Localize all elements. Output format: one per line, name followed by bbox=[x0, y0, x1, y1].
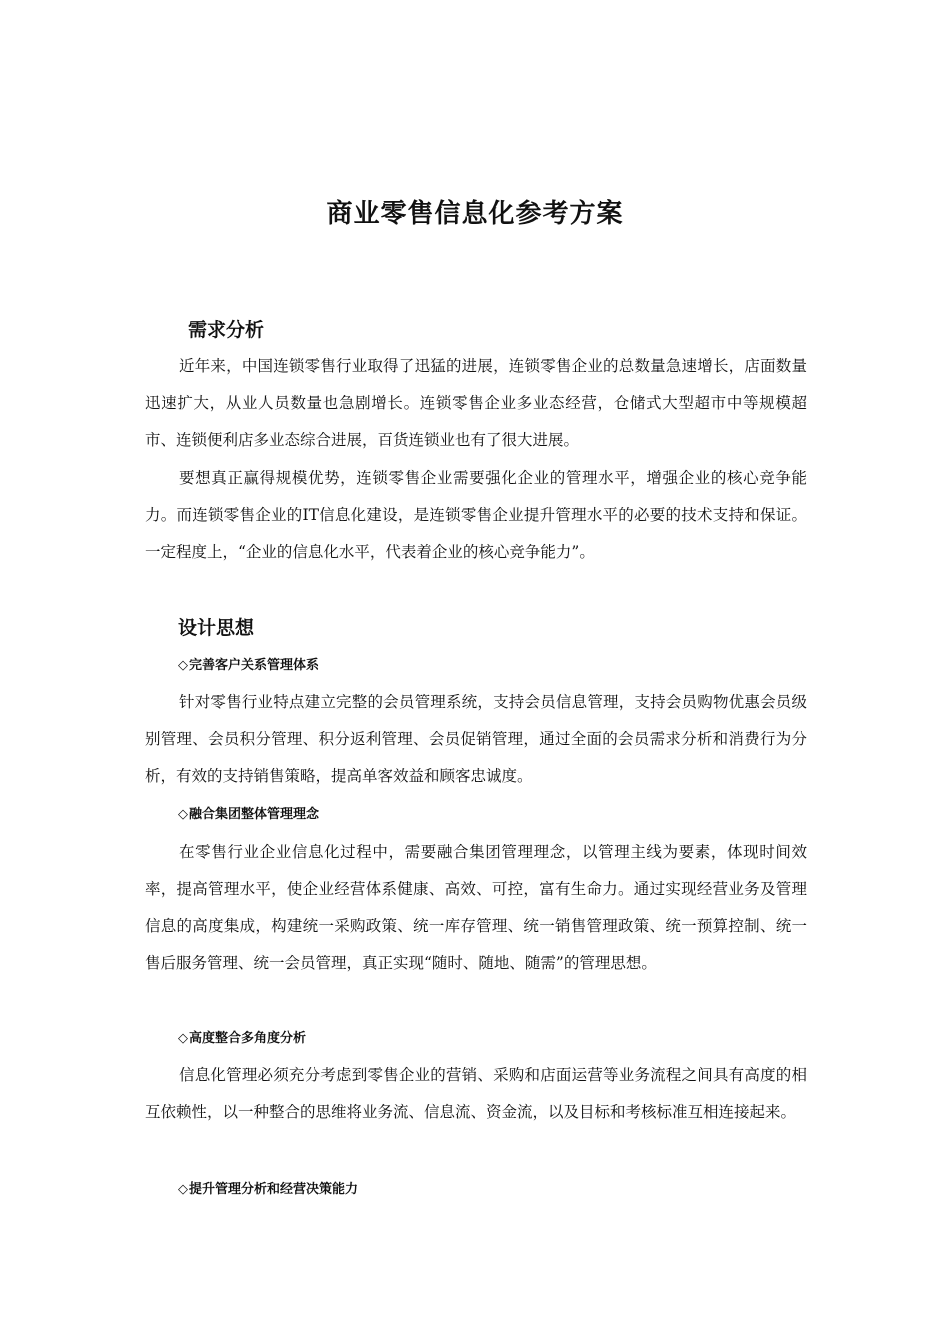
paragraph-integration-analysis: 信息化管理必须充分考虑到零售企业的营销、采购和店面运营等业务流程之间具有高度的相互依赖性，以一种整合的思维将业务流、信息流、资金流，以及目标和考核标准互相连接起来。 bbox=[145, 1066, 807, 1121]
diamond-bullet-icon: ◇ bbox=[178, 1031, 188, 1046]
subheading-label: 高度整合多角度分析 bbox=[189, 1031, 307, 1046]
subheading-decision-support bbox=[178, 1180, 358, 1200]
paragraph-group-management: 在零售行业企业信息化过程中，需要融合集团管理理念，以管理主线为要素，体现时间效率，提高管理水平，使企业经营体系健康、高效、可控，富有生命力。通过实现经营业务及管理信息的高度集成，构建统一采购政策、统一库存管理、统一销售管理政策、统一预算控制、统一售后服务管理、统一会员管理，真正实现“随时、随地、随需”的管理思想。 bbox=[145, 843, 807, 972]
subheading-label: 完善客户关系管理体系 bbox=[189, 658, 320, 673]
section-heading-requirements: 需求分析 bbox=[188, 319, 265, 341]
diamond-bullet-icon: ◇ bbox=[178, 807, 188, 822]
document-title: 商业零售信息化参考方案 bbox=[326, 199, 624, 229]
subheading-crm bbox=[178, 656, 319, 676]
paragraph-requirements-1: 近年来，中国连锁零售行业取得了迅猛的进展，连锁零售企业的总数量急速增长，店面数量迅速扩大，从业人员数量也急剧增长。连锁零售企业多业态经营，仓储式大型超市中等规模超市、连锁便利店多业态综合进展，百货连锁业也有了很大进展。 bbox=[145, 357, 807, 449]
diamond-bullet-icon: ◇ bbox=[178, 1182, 188, 1197]
paragraph-crm: 针对零售行业特点建立完整的会员管理系统，支持会员信息管理，支持会员购物优惠会员级别管理、会员积分管理、积分返利管理、会员促销管理，通过全面的会员需求分析和消费行为分析，有效的支持销售策略，提高单客效益和顾客忠诚度。 bbox=[145, 693, 807, 785]
section-heading-design: 设计思想 bbox=[178, 617, 255, 639]
paragraph-requirements-2: 要想真正赢得规模优势，连锁零售企业需要强化企业的管理水平，增强企业的核心竞争能力。而连锁零售企业的IT信息化建设，是连锁零售企业提升管理水平的必要的技术支持和保证。一定程度上，“企业的信息化水平，代表着企业的核心竞争能力”。 bbox=[145, 469, 807, 561]
subheading-group-management bbox=[178, 805, 319, 825]
subheading-label: 融合集团整体管理理念 bbox=[189, 807, 320, 822]
diamond-bullet-icon: ◇ bbox=[178, 658, 188, 673]
subheading-label: 提升管理分析和经营决策能力 bbox=[189, 1182, 359, 1197]
subheading-integration-analysis bbox=[178, 1029, 306, 1049]
